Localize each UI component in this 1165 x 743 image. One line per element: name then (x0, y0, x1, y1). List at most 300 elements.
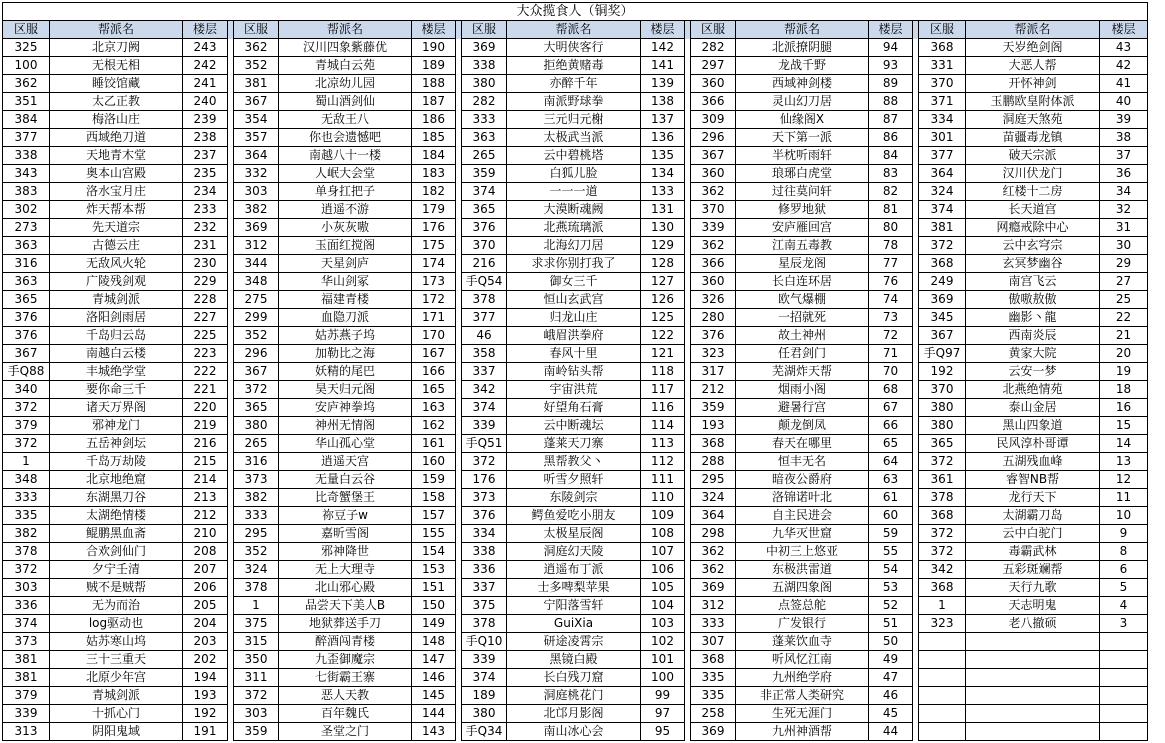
floor-cell: 137 (641, 111, 685, 129)
guild-name-cell: 诸天万界阁 (50, 399, 183, 417)
guild-name-cell: 琅琊白虎堂 (736, 165, 869, 183)
floor-cell: 165 (412, 381, 456, 399)
floor-cell: 187 (412, 93, 456, 111)
table-row (3, 705, 1148, 723)
floor-cell: 88 (869, 93, 913, 111)
guild-name-cell: 开怀神剑 (966, 75, 1100, 93)
floor-cell: 52 (869, 597, 913, 615)
floor-cell: 41 (1100, 75, 1148, 93)
guild-name-cell: 求求你别打我了 (507, 255, 641, 273)
server-cell: 380 (462, 705, 507, 723)
floor-cell: 147 (412, 651, 456, 669)
floor-cell: 66 (869, 417, 913, 435)
floor-cell: 51 (869, 615, 913, 633)
server-cell: 350 (234, 651, 279, 669)
guild-name-cell: 东湖黑刀谷 (50, 489, 183, 507)
server-cell: 377 (919, 147, 966, 165)
floor-cell: 129 (641, 237, 685, 255)
floor-cell: 100 (641, 669, 685, 687)
guild-name-cell: 广发银行 (736, 615, 869, 633)
floor-cell: 175 (412, 237, 456, 255)
guild-name-cell: 中初三上悠亚 (736, 543, 869, 561)
floor-cell: 190 (412, 39, 456, 57)
guild-name-cell: 北邙月影阁 (507, 705, 641, 723)
guild-name-cell: 研途凌霄宗 (507, 633, 641, 651)
floor-cell: 18 (1100, 381, 1148, 399)
floor-cell: 127 (641, 273, 685, 291)
guild-name-cell: 鲲鹏黑血斋 (50, 525, 183, 543)
guild-name-cell: 安庐神拳坞 (279, 399, 412, 417)
server-cell: 303 (3, 579, 50, 597)
header-guild-name: 帮派名 (966, 21, 1100, 39)
server-cell: 371 (919, 93, 966, 111)
server-cell: 323 (691, 345, 736, 363)
floor-cell: 146 (412, 669, 456, 687)
server-cell: 323 (919, 615, 966, 633)
floor-cell: 19 (1100, 363, 1148, 381)
floor-cell: 106 (641, 561, 685, 579)
floor-cell: 162 (412, 417, 456, 435)
table-row (3, 309, 1148, 327)
guild-name-cell: 江南五毒教 (736, 237, 869, 255)
floor-cell: 113 (641, 435, 685, 453)
server-cell: 343 (3, 165, 50, 183)
floor-cell: 87 (869, 111, 913, 129)
server-cell: 368 (919, 255, 966, 273)
floor-cell: 84 (869, 147, 913, 165)
server-cell: 313 (3, 723, 50, 741)
floor-cell: 43 (1100, 39, 1148, 57)
floor-cell: 121 (641, 345, 685, 363)
guild-name-cell: 邪神龙门 (50, 417, 183, 435)
floor-cell: 231 (183, 237, 228, 255)
guild-name-cell: 五湖残血峰 (966, 453, 1100, 471)
server-cell: 372 (919, 525, 966, 543)
floor-cell: 170 (412, 327, 456, 345)
table-row (3, 381, 1148, 399)
guild-name-cell: 北山邪心殿 (279, 579, 412, 597)
header-floor: 楼层 (869, 21, 913, 39)
server-cell: 374 (462, 399, 507, 417)
guild-name-cell: 洞庭桃花门 (507, 687, 641, 705)
table-row (3, 507, 1148, 525)
floor-cell: 143 (412, 723, 456, 741)
guild-name-cell: 安庐雁回宫 (736, 219, 869, 237)
table-title: 大众揽食人（铜奖） (3, 3, 1148, 21)
server-cell: 1 (3, 453, 50, 471)
floor-cell: 21 (1100, 327, 1148, 345)
server-cell: 362 (691, 237, 736, 255)
server-cell: 369 (691, 723, 736, 741)
floor-cell: 73 (869, 309, 913, 327)
floor-cell: 99 (641, 687, 685, 705)
guild-name-cell: 大恶人帮 (966, 57, 1100, 75)
floor-cell: 145 (412, 687, 456, 705)
floor-cell: 194 (183, 669, 228, 687)
floor-cell: 83 (869, 165, 913, 183)
floor-cell: 77 (869, 255, 913, 273)
floor-cell: 36 (1100, 165, 1148, 183)
guild-name-cell: 睿智NB帮 (966, 471, 1100, 489)
floor-cell: 227 (183, 309, 228, 327)
server-cell: 366 (691, 255, 736, 273)
floor-cell: 189 (412, 57, 456, 75)
floor-cell: 232 (183, 219, 228, 237)
floor-cell: 135 (641, 147, 685, 165)
floor-cell: 67 (869, 399, 913, 417)
server-cell: 303 (234, 705, 279, 723)
server-cell: 339 (3, 705, 50, 723)
floor-cell: 203 (183, 633, 228, 651)
server-cell: 365 (234, 399, 279, 417)
floor-cell: 31 (1100, 219, 1148, 237)
floor-cell: 158 (412, 489, 456, 507)
table-row (3, 471, 1148, 489)
server-cell (919, 723, 966, 741)
floor-cell: 11 (1100, 489, 1148, 507)
guild-name-cell: 梅洛山庄 (50, 111, 183, 129)
floor-cell: 8 (1100, 543, 1148, 561)
server-cell: 363 (3, 237, 50, 255)
floor-cell: 216 (183, 435, 228, 453)
server-cell: 370 (691, 201, 736, 219)
header-guild-name: 帮派名 (507, 21, 641, 39)
floor-cell: 235 (183, 165, 228, 183)
server-cell: 376 (462, 219, 507, 237)
server-cell: 372 (234, 687, 279, 705)
guild-name-cell: 无上大理寺 (279, 561, 412, 579)
guild-name-cell: 千岛归云岛 (50, 327, 183, 345)
server-cell: 379 (3, 417, 50, 435)
table-row (3, 525, 1148, 543)
server-cell: 332 (234, 165, 279, 183)
floor-cell: 15 (1100, 417, 1148, 435)
server-cell: 378 (234, 579, 279, 597)
table-row (3, 669, 1148, 687)
guild-name-cell: 网瘾戒除中心 (966, 219, 1100, 237)
floor-cell: 173 (412, 273, 456, 291)
table-row (3, 363, 1148, 381)
floor-cell: 9 (1100, 525, 1148, 543)
floor-cell: 243 (183, 39, 228, 57)
floor-cell: 86 (869, 129, 913, 147)
server-cell: 369 (691, 579, 736, 597)
server-cell: 338 (3, 147, 50, 165)
server-cell: 342 (462, 381, 507, 399)
guild-name-cell: 比奇蟹堡王 (279, 489, 412, 507)
guild-name-cell: 云中玄穹宗 (966, 237, 1100, 255)
guild-name-cell: 天志明鬼 (966, 597, 1100, 615)
server-cell (919, 633, 966, 651)
floor-cell: 151 (412, 579, 456, 597)
guild-name-cell: 五湖四象阁 (736, 579, 869, 597)
floor-cell: 20 (1100, 345, 1148, 363)
guild-name-cell: 姑苏寒山坞 (50, 633, 183, 651)
server-cell: 337 (462, 363, 507, 381)
guild-name-cell: 黑帮教父丶 (507, 453, 641, 471)
floor-cell: 55 (869, 543, 913, 561)
guild-name-cell: 醉酒闯青楼 (279, 633, 412, 651)
guild-name-cell: 北海幻刀居 (507, 237, 641, 255)
floor-cell: 174 (412, 255, 456, 273)
floor-cell: 38 (1100, 129, 1148, 147)
server-cell: 367 (3, 345, 50, 363)
server-cell: 216 (462, 255, 507, 273)
floor-cell: 221 (183, 381, 228, 399)
table-row (3, 255, 1148, 273)
guild-name-cell: 青城白云苑 (279, 57, 412, 75)
header-server: 区服 (234, 21, 279, 39)
server-cell: 333 (691, 615, 736, 633)
table-row (3, 597, 1148, 615)
guild-name-cell: 西南炎辰 (966, 327, 1100, 345)
guild-name-cell: 颠龙倒凤 (736, 417, 869, 435)
header-floor: 楼层 (641, 21, 685, 39)
guild-name-cell: 千岛万劫陵 (50, 453, 183, 471)
guild-name-cell: 玄冥梦幽谷 (966, 255, 1100, 273)
floor-cell: 108 (641, 525, 685, 543)
server-cell: 344 (234, 255, 279, 273)
floor-cell: 3 (1100, 615, 1148, 633)
guild-name-cell: 云安一梦 (966, 363, 1100, 381)
guild-name-cell: 峨眉洪拳府 (507, 327, 641, 345)
floor-cell: 4 (1100, 597, 1148, 615)
floor-cell: 5 (1100, 579, 1148, 597)
server-cell: 368 (919, 39, 966, 57)
guild-name-cell: 品尝天下美人B (279, 597, 412, 615)
guild-name-cell: 幽影丶龍 (966, 309, 1100, 327)
floor-cell: 104 (641, 597, 685, 615)
floor-cell: 191 (183, 723, 228, 741)
server-cell: 378 (462, 615, 507, 633)
guild-name-cell: 三十三重天 (50, 651, 183, 669)
server-cell: 312 (234, 237, 279, 255)
guild-name-cell: 逍遥不游 (279, 201, 412, 219)
floor-cell: 193 (183, 687, 228, 705)
floor-cell: 233 (183, 201, 228, 219)
server-cell: 295 (691, 471, 736, 489)
guild-name-cell: 青城剑派 (50, 687, 183, 705)
table-row (3, 633, 1148, 651)
guild-name-cell: 红楼十二房 (966, 183, 1100, 201)
guild-name-cell: 无为而治 (50, 597, 183, 615)
server-cell: 258 (691, 705, 736, 723)
floor-cell: 154 (412, 543, 456, 561)
server-cell: 265 (234, 435, 279, 453)
table-row (3, 561, 1148, 579)
server-cell: 282 (691, 39, 736, 57)
floor-cell: 82 (869, 183, 913, 201)
server-cell: 370 (919, 75, 966, 93)
floor-cell: 27 (1100, 273, 1148, 291)
guild-name-cell (966, 669, 1100, 687)
guild-name-cell: 南越八十一楼 (279, 147, 412, 165)
floor-cell: 171 (412, 309, 456, 327)
floor-cell: 22 (1100, 309, 1148, 327)
guild-name-cell: 南派野球拳 (507, 93, 641, 111)
server-cell: 348 (3, 471, 50, 489)
server-cell: 324 (919, 183, 966, 201)
guild-name-cell: 大明侠客行 (507, 39, 641, 57)
guild-name-cell: 灵山幻刀居 (736, 93, 869, 111)
server-cell: 336 (462, 561, 507, 579)
header-server: 区服 (3, 21, 50, 39)
table-row (3, 453, 1148, 471)
guild-name-cell: 星辰龙阁 (736, 255, 869, 273)
floor-cell: 12 (1100, 471, 1148, 489)
table-row (3, 129, 1148, 147)
server-cell: 手Q10 (462, 633, 507, 651)
guild-name-cell: 老八撤硕 (966, 615, 1100, 633)
guild-name-cell: 北派撩阴腿 (736, 39, 869, 57)
guild-name-cell (966, 723, 1100, 741)
server-cell: 282 (462, 93, 507, 111)
server-cell: 374 (462, 669, 507, 687)
server-cell: 338 (462, 57, 507, 75)
table-row (3, 219, 1148, 237)
server-cell: 362 (234, 39, 279, 57)
floor-cell: 6 (1100, 561, 1148, 579)
guild-name-cell: 西域神剑楼 (736, 75, 869, 93)
server-cell: 324 (691, 489, 736, 507)
floor-cell: 166 (412, 363, 456, 381)
floor-cell: 60 (869, 507, 913, 525)
guild-name-cell: 点签总舵 (736, 597, 869, 615)
guild-name-cell: 洞庭幻天陵 (507, 543, 641, 561)
floor-cell: 39 (1100, 111, 1148, 129)
floor-cell: 128 (641, 255, 685, 273)
server-cell: 380 (462, 75, 507, 93)
floor-cell: 117 (641, 381, 685, 399)
guild-name-cell: 长白连环居 (736, 273, 869, 291)
floor-cell: 130 (641, 219, 685, 237)
guild-name-cell: 无敌风火轮 (50, 255, 183, 273)
floor-cell: 61 (869, 489, 913, 507)
guild-name-cell: 北原少年宫 (50, 669, 183, 687)
guild-name-cell: 百年魏氏 (279, 705, 412, 723)
floor-cell: 150 (412, 597, 456, 615)
guild-name-cell: 修罗地狱 (736, 201, 869, 219)
server-cell: 357 (234, 129, 279, 147)
server-cell: 333 (234, 507, 279, 525)
floor-cell: 116 (641, 399, 685, 417)
floor-cell: 161 (412, 435, 456, 453)
floor-cell: 222 (183, 363, 228, 381)
server-cell: 381 (234, 75, 279, 93)
table-row (3, 57, 1148, 75)
floor-cell: 111 (641, 471, 685, 489)
table-row (3, 687, 1148, 705)
floor-cell: 89 (869, 75, 913, 93)
guild-name-cell: 小灰灰嗷 (279, 219, 412, 237)
floor-cell (1100, 723, 1148, 741)
guild-name-cell: GuiXia (507, 615, 641, 633)
floor-cell (1100, 651, 1148, 669)
floor-cell: 167 (412, 345, 456, 363)
server-cell: 331 (919, 57, 966, 75)
server-cell: 手Q34 (462, 723, 507, 741)
server-cell: 360 (691, 165, 736, 183)
floor-cell: 49 (869, 651, 913, 669)
server-cell: 336 (3, 597, 50, 615)
floor-cell: 133 (641, 183, 685, 201)
floor-cell: 112 (641, 453, 685, 471)
server-cell: 176 (462, 471, 507, 489)
guild-name-cell: 太乙正教 (50, 93, 183, 111)
guild-name-cell: 过往莫问轩 (736, 183, 869, 201)
guild-name-cell: 夕宁壬清 (50, 561, 183, 579)
guild-name-cell: 恒山玄武宫 (507, 291, 641, 309)
guild-name-cell: 避暑行宫 (736, 399, 869, 417)
guild-name-cell: 先天道宗 (50, 219, 183, 237)
floor-cell (1100, 705, 1148, 723)
guild-name-cell: 欧气爆棚 (736, 291, 869, 309)
guild-name-cell: 嘉昕雪阁 (279, 525, 412, 543)
server-cell: 311 (234, 669, 279, 687)
server-cell: 265 (462, 147, 507, 165)
server-cell: 367 (234, 93, 279, 111)
guild-name-cell: 逍遥天宫 (279, 453, 412, 471)
floor-cell (1100, 633, 1148, 651)
server-cell: 352 (234, 327, 279, 345)
guild-name-cell: 五岳神剑坛 (50, 435, 183, 453)
guild-name-cell: 南岭钻头帮 (507, 363, 641, 381)
guild-name-cell: 仙缘阁X (736, 111, 869, 129)
server-cell: 354 (234, 111, 279, 129)
server-cell: 212 (691, 381, 736, 399)
server-cell: 334 (919, 111, 966, 129)
header-floor: 楼层 (412, 21, 456, 39)
server-cell: 361 (919, 471, 966, 489)
guild-name-cell: 无根无相 (50, 57, 183, 75)
floor-cell: 68 (869, 381, 913, 399)
server-cell: 370 (462, 237, 507, 255)
server-cell (919, 705, 966, 723)
server-cell: 316 (3, 255, 50, 273)
guild-name-cell: 福建青楼 (279, 291, 412, 309)
table-row (3, 723, 1148, 741)
floor-cell: 230 (183, 255, 228, 273)
server-cell: 378 (462, 291, 507, 309)
floor-cell: 228 (183, 291, 228, 309)
table-row (3, 93, 1148, 111)
floor-cell: 122 (641, 327, 685, 345)
table-row (3, 237, 1148, 255)
guild-name-cell: 故土神州 (736, 327, 869, 345)
table-row (3, 111, 1148, 129)
server-cell: 369 (234, 219, 279, 237)
floor-cell: 138 (641, 93, 685, 111)
guild-name-cell: 蓬莱天刀寨 (507, 435, 641, 453)
guild-name-cell: log驱动也 (50, 615, 183, 633)
floor-cell: 142 (641, 39, 685, 57)
guild-name-cell: 恶人天教 (279, 687, 412, 705)
floor-cell: 202 (183, 651, 228, 669)
server-cell: 378 (919, 489, 966, 507)
floor-cell: 136 (641, 129, 685, 147)
server-cell: 325 (3, 39, 50, 57)
server-cell: 384 (3, 111, 50, 129)
floor-cell: 139 (641, 75, 685, 93)
server-cell: 340 (3, 381, 50, 399)
table-row (3, 543, 1148, 561)
guild-name-cell: 古德云庄 (50, 237, 183, 255)
guild-name-cell: 大漠断魂阙 (507, 201, 641, 219)
floor-cell: 204 (183, 615, 228, 633)
floor-cell: 185 (412, 129, 456, 147)
guild-name-cell: 春风十里 (507, 345, 641, 363)
guild-name-cell: 奥本山宫殿 (50, 165, 183, 183)
